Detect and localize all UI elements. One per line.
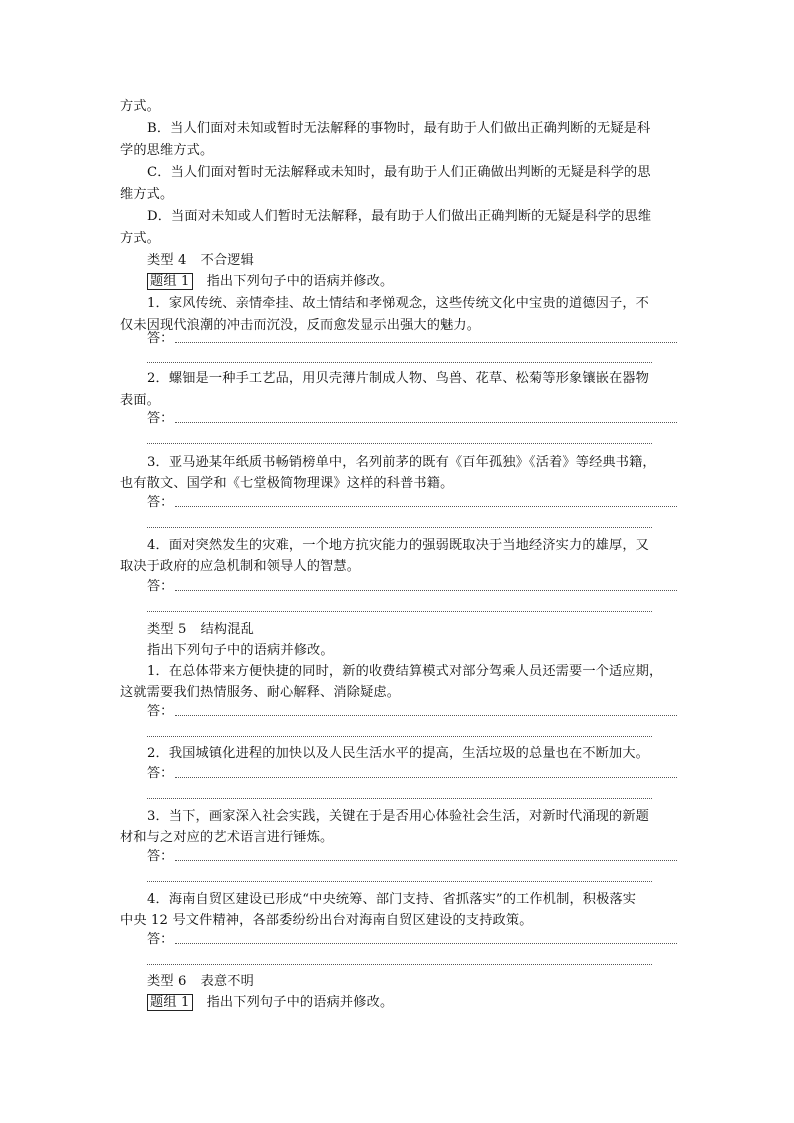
answer-label: 答： [147,331,174,346]
type5-q2-line1: 2．我国城镇化进程的加快以及人民生活水平的提高，生活垃圾的总量也在不断加大。 [147,746,650,761]
type4-q1-answer[interactable] [147,328,677,349]
type4-q4-line2: 取决于政府的应急机制和领导人的智慧。 [120,559,361,574]
answer-line-2 [147,735,652,737]
type5-heading [147,619,707,640]
option-b-line2: 学的思维方式。 [120,143,214,158]
type4-q3-line1: 3．亚马逊某年纸质书畅销榜单中，名列前茅的既有《百年孤独》《活着》等经典书籍， [147,455,656,470]
answer-line [175,860,677,861]
type4-q3-answer[interactable] [147,492,677,513]
option-c-line2: 维方式。 [120,187,174,202]
type4-q3-line2: 也有散文、国学和《七堂极简物理课》这样的科普书籍。 [120,476,454,491]
type5-q4-line1: 4．海南自贸区建设已形成“中央统筹、部门支持、省抓落实”的工作机制，积极落实 [147,892,637,907]
type4-q4-line1: 4．面对突然发生的灾难，一个地方抗灾能力的强弱既取决于当地经济实力的雄厚，又 [147,538,650,553]
answer-line-2 [147,610,652,612]
answer-line [175,342,677,343]
type4-q2-answer[interactable] [147,408,677,429]
type4-q1-line1: 1．家风传统、亲情牵挂、故土情结和孝悌观念，这些传统文化中宝贵的道德因子，不 [147,296,650,311]
answer-line [175,506,677,507]
answer-label: 答： [147,411,174,426]
answer-label: 答： [147,766,174,781]
type6-group-tag: 题组 1 [147,994,193,1011]
type6-group [147,992,707,1013]
type5-q1-line1: 1．在总体带来方便快捷的同时，新的收费结算模式对部分驾乘人员还需要一个适应期， [147,664,663,679]
answer-line-2 [147,442,652,444]
type5-q3-line2: 材和与之对应的艺术语言进行锤炼。 [120,830,334,845]
type5-q4-answer[interactable] [147,929,677,950]
type4-heading [147,250,707,271]
type4-group [147,271,707,292]
answer-line-2 [147,880,652,882]
answer-label: 答： [147,849,174,864]
answer-label: 答： [147,704,174,719]
type4-instruction: 指出下列句子中的语病并修改。 [206,274,394,289]
type4-title: 不合逻辑 [200,253,254,268]
answer-line [175,715,677,716]
type6-label: 类型 6 [147,974,187,989]
type4-group-tag: 题组 1 [147,273,193,290]
answer-label: 答： [147,579,174,594]
answer-line [175,590,677,591]
type5-q1-answer[interactable] [147,701,677,722]
answer-label: 答： [147,495,174,510]
type4-q2-line2: 表面。 [120,393,161,408]
option-c-line1: C．当人们面对暂时无法解释或未知时，最有助于人们正确做出判断的无疑是科学的思 [147,165,651,180]
type6-instruction: 指出下列句子中的语病并修改。 [206,995,394,1010]
answer-line-2 [147,797,652,799]
type6-title: 表意不明 [200,974,254,989]
answer-label: 答： [147,932,174,947]
type5-q3-line1: 3．当下，画家深入社会实践，关键在于是否用心体验社会生活，对新时代涌现的新题 [147,809,650,824]
option-d-line2: 方式。 [120,231,161,246]
type5-q4-line2: 中央 12 号文件精神，各部委纷纷出台对海南自贸区建设的支持政策。 [120,913,533,928]
type5-label: 类型 5 [147,622,187,637]
option-a-tail: 方式。 [120,99,161,114]
answer-line-2 [147,361,652,363]
type4-q1-line2: 仅未因现代浪潮的冲击而沉没，反而愈发显示出强大的魅力。 [120,318,481,333]
answer-line [175,943,677,944]
type5-q1-line2: 这就需要我们热情服务、耐心解释、消除疑虑。 [120,685,401,700]
type5-title: 结构混乱 [200,622,254,637]
answer-line [175,777,677,778]
type5-q2-answer[interactable] [147,763,677,784]
type4-label: 类型 4 [147,253,187,268]
option-b-line1: B．当人们面对未知或暂时无法解释的事物时，最有助于人们做出正确判断的无疑是科 [147,121,651,136]
answer-line [175,422,677,423]
type4-q4-answer[interactable] [147,576,677,597]
option-d-line1: D．当面对未知或人们暂时无法解释，最有助于人们做出正确判断的无疑是科学的思维 [147,209,652,224]
answer-line-2 [147,963,652,965]
answer-line-2 [147,526,652,528]
type5-instruction: 指出下列句子中的语病并修改。 [147,643,334,658]
type6-heading [147,971,707,992]
type5-q3-answer[interactable] [147,846,677,867]
type4-q2-line1: 2．螺钿是一种手工艺品，用贝壳薄片制成人物、鸟兽、花草、松菊等形象镶嵌在器物 [147,371,650,386]
